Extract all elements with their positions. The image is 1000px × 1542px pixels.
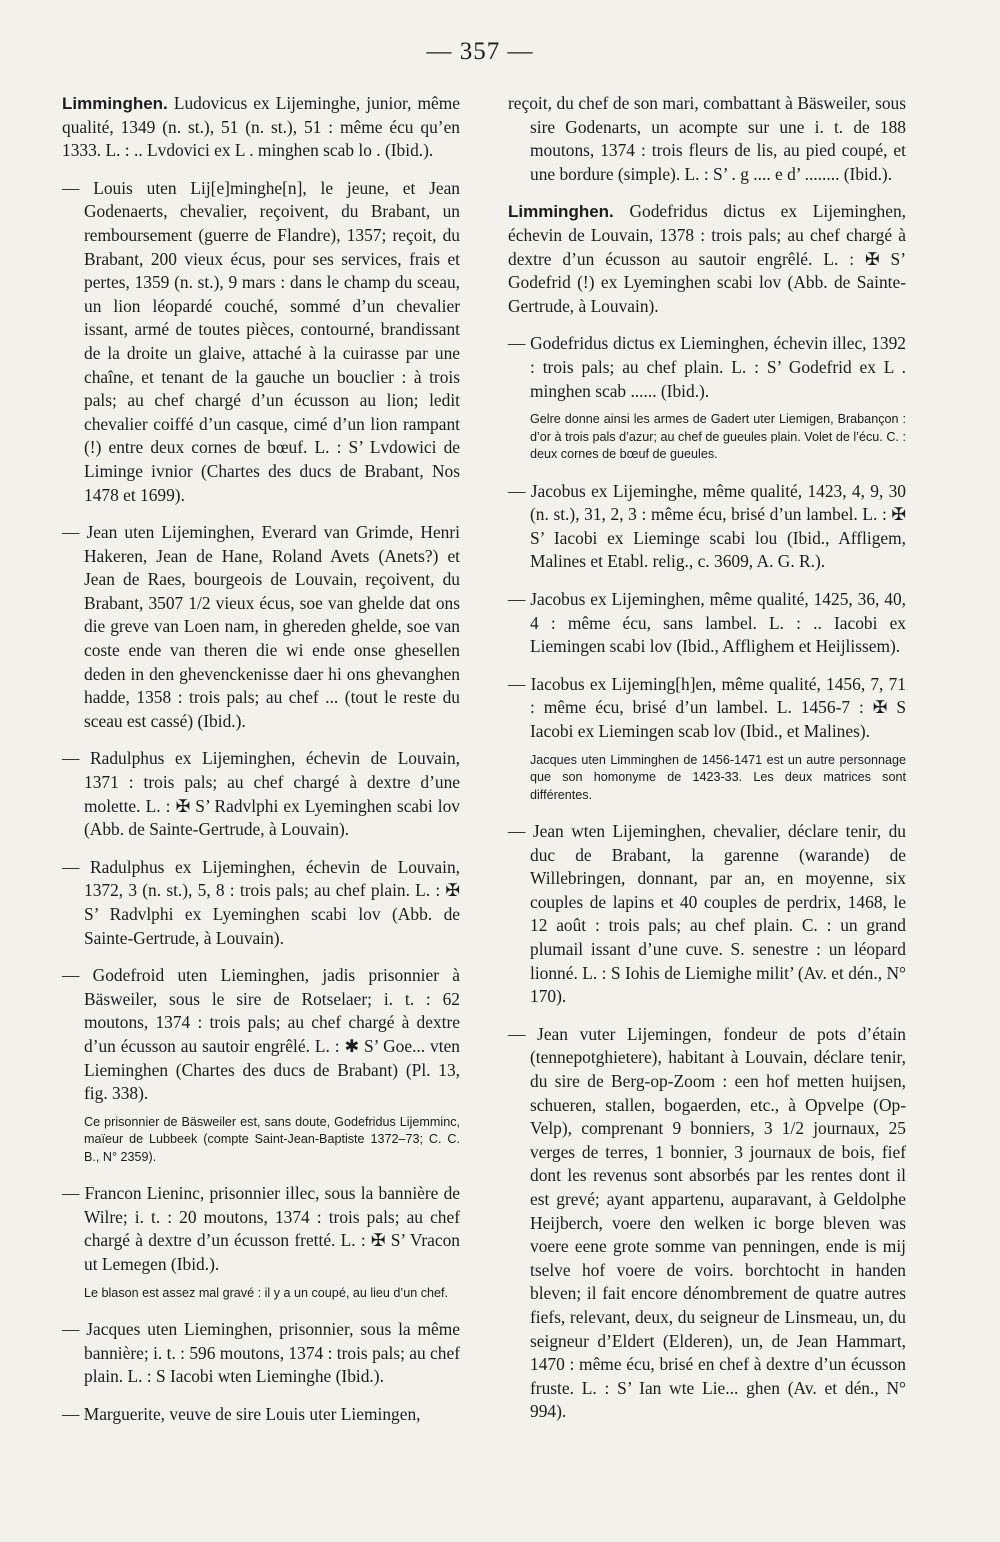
entry-text: reçoit, du chef de son mari, combattant à Bäsweiler, sous sire Godenarts, un acompte sur une i. t. de 188 moutons, 1374 : trois fleurs de lis, au pied coupé, et une bordure (simple). L. : S’ . g .... e d’ ........ (Ibid.). xyxy=(508,93,906,184)
entry-text: — Marguerite, veuve de sire Louis uter Liemingen, xyxy=(62,1403,421,1424)
entry-text: — Louis uten Lij[e]minghe[n], le jeune, et Jean Godenaerts, chevalier, reçoivent, du Brabant, un remboursement (guerre de Flandre), 1357; reçoit, du Brabant, 200 vieux écus, pour ses services, frais et pertes, 1359 (n. st.), 9 mars : dans le champ du sceau, un lion léopardé couché, sommé d’un chevalier issant, armé de toutes pièces, contourné, brandissant de la droite un glaive, attaché à la cuirasse par une chaîne, et tenant de la gauche un bouclier : à trois pals; au chef chargé d’un écusson au lion; ledit chevalier coiffé d’un casque, cimé d’un lion rampant (!) entre deux cornes de bœuf. L. : S’ Lvdowici de Liminge ivnior (Chartes des ducs de Brabant, Nos 1478 et 1699). xyxy=(62,177,460,505)
entry-paragraph xyxy=(62,521,460,733)
entry-paragraph xyxy=(508,1023,906,1424)
entry-paragraph xyxy=(62,1318,460,1389)
entry-text: Godefridus dictus ex Lijeminghen, échevin de Louvain, 1378 : trois pals; au chef chargé à dextre d’un écusson au sautoir engrêlé. L. : ✠ S’ Godefrid (!) ex Lyeminghen scabi lov (Abb. de Sainte-Gertrude, à Louvain). xyxy=(508,201,906,316)
entry-paragraph xyxy=(62,1403,460,1427)
footnote: Jacques uten Limminghen de 1456-1471 est un autre personnage que son homonyme de 1423-33. Les deux matrices sont différentes. xyxy=(530,752,906,802)
entry-text: — Radulphus ex Lijeminghen, échevin de Louvain, 1372, 3 (n. st.), 5, 8 : trois pals; au chef plain. L. : ✠ S’ Radvlphi ex Lyeminghen scabi lov (Abb. de Sainte-Gertrude, à Louvain). xyxy=(62,856,460,948)
entry-paragraph xyxy=(62,1182,460,1276)
entry-paragraph xyxy=(508,92,906,186)
footnote: Gelre donne ainsi les armes de Gadert uter Liemigen, Brabançon : d’or à trois pals d’azur; au chef de gueules plain. Volet de l’écu. C. : deux cornes de bœuf de gueules. xyxy=(530,412,906,462)
entry-paragraph xyxy=(62,177,460,507)
entry-text: — Jean wten Lijeminghen, chevalier, déclare tenir, du duc de Brabant, la garenne (warande) de Willebringen, donnant, par an, en moyenne, six couples de lapins et 40 couples de perdrix, 1468, le 12 août : trois pals; au chef plain. C. : un grand plumail issant d’une cuve. S. senestre : un léopard lionné. L. : S Iohis de Liemighe milit’ (Av. et dén., N° 170). xyxy=(508,821,906,1007)
entry-text: — Radulphus ex Lijeminghen, échevin de Louvain, 1371 : trois pals; au chef chargé à dextre d’une molette. L. : ✠ S’ Radvlphi ex Lyeminghen scabi lov (Abb. de Sainte-Gertrude, à Louvain). xyxy=(62,748,460,840)
entry-text: — Francon Lieninc, prisonnier illec, sous la bannière de Wilre; i. t. : 20 moutons, 1374 : trois pals; au chef chargé à dextre d’un écusson fretté. L. : ✠ S’ Vracon ut Lemegen (Ibid.). xyxy=(62,1183,460,1275)
entry-paragraph xyxy=(62,856,460,950)
entry-text: — Jacobus ex Lijeminghen, même qualité, 1425, 36, 40, 4 : même écu, sans lambel. L. : .. Iacobi ex Liemingen scabi lov (Ibid., Afflighem et Heijlissem). xyxy=(508,589,906,657)
entry-paragraph xyxy=(62,92,460,163)
page-number: — 357 — xyxy=(426,38,534,65)
entry-paragraph xyxy=(508,588,906,659)
entry-heading: Limminghen. xyxy=(62,94,168,113)
entry-paragraph xyxy=(508,200,906,318)
entry-paragraph xyxy=(62,964,460,1106)
left-column xyxy=(62,92,460,1441)
footnote: Le blason est assez mal gravé : il y a un coupé, au lieu d’un chef. xyxy=(84,1285,449,1300)
entry-heading: Limminghen. xyxy=(508,202,614,222)
entry-text: — Iacobus ex Lijeming[h]en, même qualité, 1456, 7, 71 : même écu, brisé d’un lambel. L. 1456-7 : ✠ S Iacobi ex Liemingen scab lov (Ibid., et Malines). xyxy=(508,673,906,741)
entry-text: — Godefridus dictus ex Lieminghen, échevin illec, 1392 : trois pals; au chef plain. L. : S’ Godefrid ex L . minghen scab ...... (Ibid.). xyxy=(508,333,906,401)
entry-text: — Godefroid uten Lieminghen, jadis prisonnier à Bäsweiler, sous le sire de Rotselaer; i. t. : 62 moutons, 1374 : trois pals; au chef chargé à dextre d’un écusson au sautoir engrêlé. L. : ✱ S’ Goe... vten Lieminghen (Chartes des ducs de Brabant) (Pl. 13, fig. 338). xyxy=(62,965,460,1104)
entry-text: — Jacques uten Lieminghen, prisonnier, sous la même bannière; i. t. : 596 moutons, 1374 : trois pals; au chef plain. L. : S Iacobi wten Lieminghe (Ibid.). xyxy=(62,1319,460,1387)
entry-text: — Jean uten Lijeminghen, Everard van Grimde, Henri Hakeren, Jean de Hane, Roland Avets (Anets?) et Jean de Raes, bourgeois de Louvain, reçoivent, du Brabant, 3507 1/2 vieux écus, soe van ghelde dat ons die greve van Loen nam, in ghereden ghelde, soe van coste ende van theren die wi ende onse ghesellen deden in den ghevenckenisse daer hi ons ghevanghen hadde, 1358 : trois pals; au chef ... (tout le reste du sceau est cassé) (Ibid.). xyxy=(62,522,460,731)
entry-paragraph xyxy=(62,747,460,841)
entry-paragraph xyxy=(508,332,906,403)
entry-text: Ludovicus ex Lijeminghe, junior, même qualité, 1349 (n. st.), 51 (n. st.), 51 : même écu qu’en 1333. L. : .. Lvdovici ex L . minghen scab lo . (Ibid.). xyxy=(62,93,460,161)
entry-text: — Jacobus ex Lijeminghe, même qualité, 1423, 4, 9, 30 (n. st.), 31, 2, 3 : même écu, brisé d’un lambel. L. : ✠ S’ Iacobi ex Lieminge scabi lou (Ibid., Affligem, Malines et Etabl. relig., c. 3609, A. G. R.). xyxy=(508,480,906,572)
entry-paragraph xyxy=(508,480,906,574)
entry-paragraph xyxy=(508,673,906,744)
entry-paragraph xyxy=(508,820,906,1009)
footnote: Ce prisonnier de Bäsweiler est, sans doute, Godefridus Lijemminc, maïeur de Lubbeek (compte Saint-Jean-Baptiste 1372–73; C. C. B., N° 2359). xyxy=(84,1114,460,1164)
right-column xyxy=(508,92,906,1438)
entry-text: — Jean vuter Lijemingen, fondeur de pots d’étain (tennepotghietere), habitant à Louvain, déclare tenir, du sire de Berg-op-Zoom : een hof metten huijsen, schueren, stallen, bogaerden, etc., à Opvelpe (Op-Velp), comprenant 9 bonniers, 3 1/2 journaux, 25 verges de terres, 1 bonnier, 3 journaux de bois, fief dont les revenus sont absorbés par les rentes dont il est grevé; ayant appartenu, auparavant, à Geldolphe Heijberch, voere den welken ic borge bleven was voere eene grote somme van penningen, ende is mij tselve hof voere de voirs. borchtocht in handen bleven; il fait encore dénombrement de quatre autres fiefs, relevant, deux, du seigneur de Linsmeau, un, du seigneur d’Eldert (Elderen), un, de Jean Hammart, 1470 : même écu, brisé en chef à dextre d’un écusson fruste. L. : S’ Ian wte Lie... ghen (Av. et dén., N° 994). xyxy=(508,1023,906,1422)
